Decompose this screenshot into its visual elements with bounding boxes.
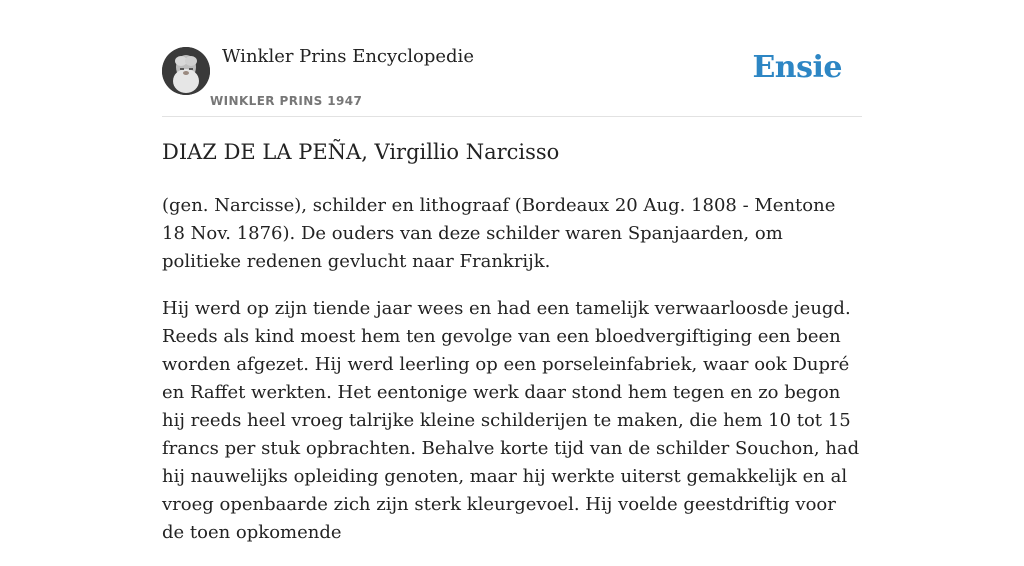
article-paragraph: (gen. Narcisse), schilder en lithograaf (Bordeaux 20 Aug. 1808 - Mentone 18 Nov. 1876). De ouders van deze schilder waren Spanjaarden, om politieke redenen gevlucht naar Frankrijk. [162, 195, 836, 272]
article-body [162, 192, 862, 566]
avatar-portrait-icon[interactable] [162, 47, 210, 95]
site-name[interactable]: Winkler Prins Encyclopedie [222, 46, 474, 67]
ensie-logo[interactable]: Ensie [752, 50, 842, 85]
edition-label[interactable]: WINKLER PRINS 1947 [210, 94, 363, 108]
article-title: DIAZ DE LA PEÑA, Virgillio Narcisso [162, 140, 560, 164]
site-header [162, 0, 862, 117]
page-container [162, 0, 862, 543]
article-paragraph: Hij werd op zijn tiende jaar wees en had een tamelijk verwaarloosde jeugd. Reeds als kind moest hem ten gevolge van een bloedvergiftiging een been worden afgezet. Hij werd leerling op een porseleinfabriek, waar ook Dupré en Raffet werkten. Het eentonige werk daar stond hem tegen en zo begon hij reeds heel vroeg talrijke kleine schilderijen te maken, die hem 10 tot 15 francs per stuk opbrachten. Behalve korte tijd van de schilder Souchon, had hij nauwelijks opleiding genoten, maar hij werkte uiterst gemakkelijk en al vroeg openbaarde zich zijn sterk kleurgevoel. Hij voelde geestdriftig voor de toen opkomende [162, 298, 860, 543]
